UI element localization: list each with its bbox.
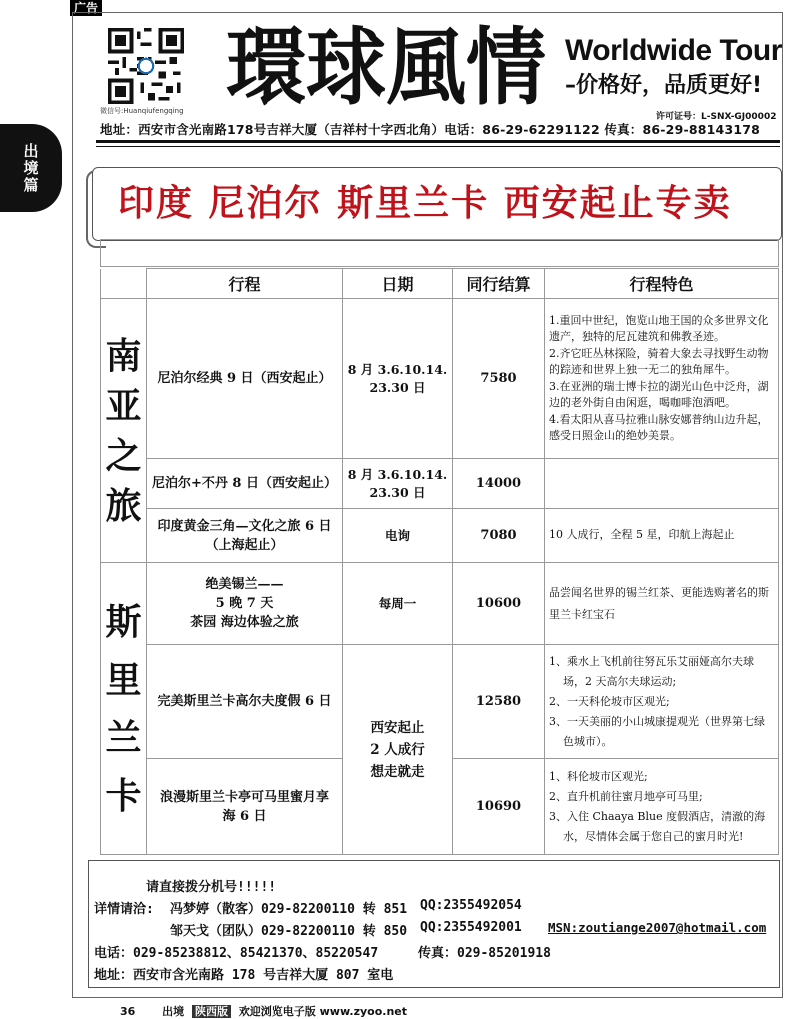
price-cell: 12580 [453, 645, 545, 759]
header-date: 日期 [343, 269, 453, 299]
brand-english: Worldwide Tour [565, 34, 782, 67]
region-south-asia [101, 299, 147, 563]
header-route: 行程 [147, 269, 343, 299]
qr-caption: 微信号:Huanqiufengqing [100, 107, 184, 115]
page-number: 36 [120, 1005, 136, 1018]
features-cell [545, 459, 779, 509]
feature-item: 1、科伦坡市区观光; [549, 769, 648, 783]
qr-code-icon[interactable] [108, 28, 184, 104]
route-cell: 绝美锡兰—— 5 晚 7 天 茶园 海边体验之旅 [147, 563, 343, 645]
route-cell: 尼泊尔经典 9 日（西安起止） [147, 299, 343, 459]
call-extension: 请直接拨分机号!!!!! [146, 880, 277, 895]
feature-item: 10 人成行，全程 5 星，印航上海起止 [549, 528, 735, 542]
header-price: 同行结算 [453, 269, 545, 299]
feature-item: 3.在亚洲的瑞士博卡拉的湖光山色中泛舟，湖边的老外街自由闲逛，喝咖啡泡酒吧。 [549, 379, 769, 409]
section-tab-char: 境 [23, 158, 39, 177]
date-cell: 8 月 3.6.10.14. 23.30 日 [343, 299, 453, 459]
feature-item: 1、乘水上飞机前往努瓦乐艾丽娅高尔夫球场，2 天高尔夫球运动; [549, 654, 754, 688]
route-cell: 印度黄金三角—文化之旅 6 日 （上海起止） [147, 509, 343, 563]
qq-1[interactable]: QQ:2355492054 [420, 898, 522, 913]
region-sri-lanka [101, 563, 147, 855]
feature-item: 3、入住 Chaaya Blue 度假酒店，清澈的海水，尽情体会属于您自己的蜜月时光! [549, 809, 766, 843]
feature-item: 1.重回中世纪，饱览山地王国的众多世界文化遗产，独特的尼瓦建筑和佛教圣迹。 [549, 313, 769, 343]
license-number: 许可证号：L-SNX-GJ00002 [656, 112, 777, 122]
contact-address: 地址：西安市含光南路 178 号吉祥大厦 807 室电 [94, 968, 394, 983]
divider [96, 140, 780, 143]
date-cell: 西安起止 2 人成行 想走就走 [343, 645, 453, 855]
date-cell: 电询 [343, 509, 453, 563]
phone-numbers[interactable]: 电话：029-85238812、85421370、85220547 [94, 946, 379, 961]
feature-item: 2、直升机前往蜜月地亭可马里; [549, 789, 703, 803]
feature-item: 2.齐它旺丛林探险，骑着大象去寻找野生动物的踪迹和世界上独一无二的独角犀牛。 [549, 346, 769, 376]
footer-section: 出境 [162, 1005, 185, 1018]
features-cell [545, 509, 779, 563]
price-cell: 7080 [453, 509, 545, 563]
table-row [101, 645, 779, 759]
consult-label: 详情请洽: [94, 902, 154, 917]
region-header [101, 269, 147, 299]
ad-tag: 广告 [70, 0, 102, 16]
contact-person-1[interactable]: 冯梦婷（散客）029-82200110 转 851 [170, 902, 408, 917]
table-spacer-row [100, 239, 779, 267]
date-cell: 8 月 3.6.10.14. 23.30 日 [343, 459, 453, 509]
price-cell: 14000 [453, 459, 545, 509]
msn-link[interactable]: MSN:zoutiange2007@hotmail.com [548, 920, 767, 935]
qq-2[interactable]: QQ:2355492001 [420, 920, 522, 935]
features-cell [545, 299, 779, 459]
features-cell [545, 645, 779, 759]
header-features: 行程特色 [545, 269, 779, 299]
feature-item: 品尝闻名世界的锡兰红茶、更能选购著名的斯里兰卡红宝石 [549, 585, 769, 621]
header-address: 地址：西安市含光南路178号吉祥大厦（吉祥村十字西北角）电话：86-29-62291122 传真：86-29-88143178 [100, 122, 761, 137]
table-row [101, 563, 779, 645]
date-cell: 每周一 [343, 563, 453, 645]
section-tab[interactable] [0, 124, 62, 212]
table-row [101, 459, 779, 509]
price-cell: 7580 [453, 299, 545, 459]
brand-slogan: –价格好，品质更好! [565, 73, 763, 98]
section-tab-char: 出 [23, 141, 39, 160]
region-label: 南亚之旅 [105, 334, 142, 527]
divider [96, 146, 780, 147]
route-cell: 完美斯里兰卡高尔夫度假 6 日 [147, 645, 343, 759]
region-label: 斯里兰卡 [105, 600, 142, 817]
table-header-row [101, 269, 779, 299]
feature-item: 3、一天美丽的小山城康提观光（世界第七绿色城市）。 [549, 714, 765, 748]
route-cell: 尼泊尔+不丹 8 日（西安起止） [147, 459, 343, 509]
edition-badge: 陕西版 [192, 1005, 231, 1018]
features-cell [545, 563, 779, 645]
fax-number: 传真：029-85201918 [418, 946, 551, 961]
table-row [101, 299, 779, 459]
footer-website[interactable]: 欢迎浏览电子版 www.zyoo.net [238, 1005, 408, 1018]
features-cell [545, 759, 779, 855]
table-row [101, 509, 779, 563]
price-cell: 10600 [453, 563, 545, 645]
trips-table [100, 268, 779, 855]
route-cell: 浪漫斯里兰卡亭可马里蜜月享 海 6 日 [147, 759, 343, 855]
brand-title: 環球風情 [226, 18, 546, 117]
feature-item: 4.看太阳从喜马拉雅山脉安娜普纳山边升起，感受日照金山的绝妙美景。 [549, 412, 769, 442]
banner-title: 印度 尼泊尔 斯里兰卡 西安起止专卖 [118, 182, 732, 224]
contact-person-2[interactable]: 邹天戈（团队）029-82200110 转 850 [170, 924, 408, 939]
price-cell: 10690 [453, 759, 545, 855]
feature-item: 2、一天科伦坡市区观光; [549, 694, 670, 708]
section-tab-char: 篇 [23, 175, 39, 194]
